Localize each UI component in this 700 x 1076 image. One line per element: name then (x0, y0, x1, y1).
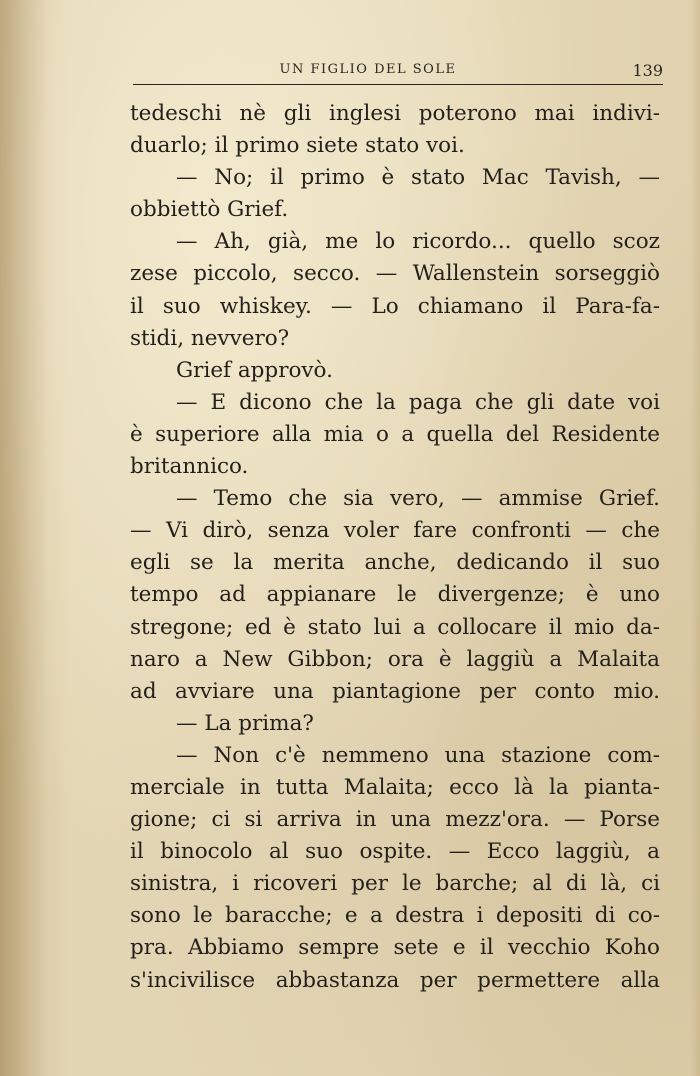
page-number: 139 (632, 61, 663, 80)
text-line: naro a New Gibbon; ora è laggiù a Malaita (130, 646, 660, 672)
text-line: zese piccolo, secco. — Wallenstein sorseggiò (130, 261, 660, 287)
text-line: — Vi dirò, senza voler fare confronti — che (130, 518, 660, 544)
text-line: duarlo; il primo siete stato voi. (130, 133, 465, 159)
text-line: — E dicono che la paga che gli date voi (176, 389, 660, 415)
text-line: s'incivilisce abbastanza per permettere alla (130, 967, 660, 993)
text-line: stidi, nevvero? (130, 325, 290, 351)
running-header (133, 62, 663, 84)
page-gutter (0, 0, 48, 1076)
text-line: è superiore alla mia o a quella del Residente (130, 421, 660, 447)
text-line: sono le baracche; e a destra i depositi di co- (130, 903, 660, 929)
text-line: — Non c'è nemmeno una stazione com- (176, 742, 660, 768)
text-line: tedeschi nè gli inglesi poterono mai indivi- (130, 101, 660, 126)
text-line: britannico. (130, 454, 249, 480)
text-line: Grief approvò. (176, 357, 333, 383)
text-line: pra. Abbiamo sempre sete e il vecchio Koho (130, 935, 660, 961)
text-line: — Ah, già, me lo ricordo... quello scoz (176, 229, 660, 255)
text-line: — Temo che sia vero, — ammise Grief. (176, 486, 660, 512)
text-line: tempo ad appianare le divergenze; è uno (130, 582, 660, 608)
text-line: — La prima? (176, 710, 314, 736)
text-line: stregone; ed è stato lui a collocare il mio da- (130, 614, 660, 640)
running-title: UN FIGLIO DEL SOLE (279, 62, 457, 77)
text-line: sinistra, i ricoveri per le barche; al di là, ci (130, 871, 660, 897)
text-line: il binocolo al suo ospite. — Ecco laggiù, a (130, 839, 660, 865)
body-text (130, 98, 660, 997)
text-line: il suo whiskey. — Lo chiamano il Para-fa- (130, 293, 660, 319)
text-line: merciale in tutta Malaita; ecco là la pianta- (130, 774, 660, 800)
text-line: obbiettò Grief. (130, 197, 289, 223)
text-line: gione; ci si arriva in una mezz'ora. — Porse (130, 807, 660, 833)
text-line: — No; il primo è stato Mac Tavish, — (176, 165, 660, 191)
header-rule (133, 84, 663, 85)
text-line: egli se la merita anche, dedicando il suo (130, 550, 660, 576)
text-line: ad avviare una piantagione per conto mio. (130, 678, 660, 704)
